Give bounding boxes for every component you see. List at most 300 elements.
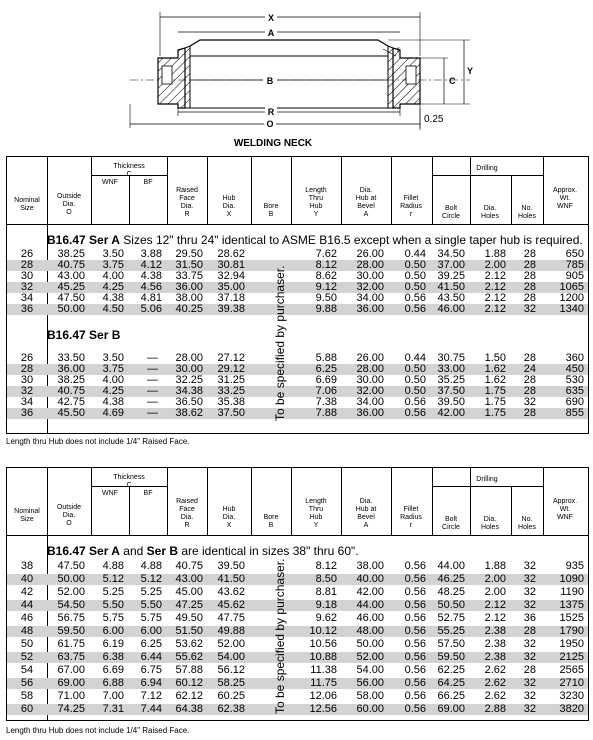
header-bore: Bore B (263, 514, 279, 529)
table-cell: 42.75 (57, 396, 85, 408)
table-cell: 48.25 (437, 586, 465, 598)
table-cell: 1190 (560, 586, 584, 598)
table-row (7, 639, 588, 650)
table-cell: 62.25 (437, 664, 465, 676)
table-cell: 2.12 (484, 612, 506, 624)
table-cell: 49.50 (175, 612, 203, 624)
table-cell: 2.00 (484, 586, 506, 598)
table-cell: 30.75 (437, 352, 465, 364)
table-cell: 6.75 (140, 664, 162, 676)
table-cell: 36.00 (356, 303, 384, 315)
table-series-a-b-38-60 (6, 467, 589, 721)
table-row (7, 561, 588, 572)
table-cell: 8.62 (315, 270, 337, 282)
dim-y: Y (467, 66, 474, 76)
table-cell: 1.62 (484, 374, 506, 386)
header-divider (391, 468, 392, 536)
table-cell: 4.00 (102, 374, 124, 386)
header-divider (470, 157, 471, 225)
table-cell: 690 (565, 396, 584, 408)
table-cell: 8.12 (315, 259, 337, 271)
table-cell: 28.00 (175, 352, 203, 364)
header-group-divider (432, 486, 543, 487)
header-divider (291, 468, 292, 536)
header-drilling: Drilling (476, 165, 498, 172)
table-row (7, 574, 588, 585)
table-cell: 42.00 (356, 586, 384, 598)
table-cell: 58.25 (217, 677, 245, 689)
table-cell: 40.00 (356, 573, 384, 585)
table-cell: 2.00 (484, 573, 506, 585)
table-cell: 0.44 (404, 248, 426, 260)
header-fillet: Fillet Radius r (400, 195, 422, 218)
table-cell: 11.38 (310, 664, 337, 676)
table-cell: — (147, 374, 158, 386)
table-cell: 38.00 (175, 292, 203, 304)
header-divider (341, 468, 342, 536)
dim-r: R (267, 107, 275, 117)
table-cell: 36.50 (175, 396, 203, 408)
table-cell: 0.44 (404, 352, 426, 364)
table-cell: 2.12 (484, 303, 506, 315)
table-cell: 34.38 (175, 385, 203, 397)
section-heading-ser-a-b: B16.47 Ser A and Ser B are identical in sizes 38" thru 60". (47, 544, 359, 558)
header-hub: Hub Dia. X (222, 195, 236, 218)
table-cell: 30 (20, 374, 34, 386)
table-cell: 34.00 (356, 292, 384, 304)
table-cell: 43.00 (57, 270, 85, 282)
table-row (7, 408, 588, 419)
header-no: No. Holes (518, 205, 536, 220)
table-cell: 10.12 (309, 625, 337, 637)
table-cell: 29.12 (217, 363, 245, 375)
table-cell: 57.50 (437, 638, 465, 650)
table-row (7, 678, 588, 689)
table-cell: 36.00 (57, 363, 85, 375)
table-cell: 32 (523, 599, 536, 611)
table-cell: 1375 (559, 599, 584, 611)
table-cell: 0.56 (404, 612, 426, 624)
table-cell: 28 (523, 352, 536, 364)
table-cell: 50 (20, 638, 34, 650)
header-divider (129, 175, 130, 225)
table-cell: 38.25 (57, 248, 85, 260)
table-cell: 1.75 (484, 407, 506, 419)
table-cell: 52.00 (356, 651, 384, 663)
table-cell: 6.94 (140, 677, 162, 689)
table-cell: 52.00 (217, 638, 245, 650)
header-wt: Approx. Wt. WNF (552, 187, 578, 210)
table-cell: 1.88 (484, 248, 506, 260)
header-bf: BF (143, 179, 153, 186)
table-cell: 39.25 (437, 270, 465, 282)
table-cell: 1.88 (484, 560, 506, 572)
table-cell: 12.06 (309, 690, 337, 702)
table-cell: 0.56 (404, 651, 426, 663)
table-cell: 44.00 (437, 560, 465, 572)
table-cell: 5.50 (102, 599, 124, 611)
table-cell: 32.25 (175, 374, 203, 386)
table-cell: 0.56 (404, 625, 426, 637)
dim-o: O (266, 119, 274, 129)
table-cell: 0.56 (404, 303, 426, 315)
table-cell: 0.56 (404, 703, 426, 715)
table-cell: 28 (523, 270, 536, 282)
table-cell: 36 (20, 303, 34, 315)
table-cell: 26.00 (356, 248, 384, 260)
table-cell: 2.12 (484, 292, 506, 304)
table-cell: 32 (523, 651, 536, 663)
table-cell: 47.50 (57, 560, 85, 572)
header-bolt: Bolt Circle (442, 205, 460, 220)
table-cell: 0.56 (404, 599, 426, 611)
table-cell: 51.50 (175, 625, 203, 637)
table-cell: 4.38 (102, 292, 124, 304)
table-cell: 42.00 (437, 407, 465, 419)
table-cell: 34 (20, 396, 34, 408)
header-bevel: Dia. Hub at Bevel A (355, 187, 377, 218)
table-cell: 0.56 (404, 690, 426, 702)
header-bevel: Dia. Hub at Bevel A (355, 498, 377, 529)
table-cell: 7.38 (315, 396, 337, 408)
header-divider (47, 468, 48, 536)
table-cell: 6.88 (102, 677, 124, 689)
table-cell: 0.56 (404, 407, 426, 419)
header-drilling: Drilling (476, 476, 498, 483)
header-divider (543, 157, 544, 225)
table-cell: 0.50 (404, 363, 426, 375)
table-cell: 2.12 (484, 281, 506, 293)
table-cell: 2.62 (484, 664, 506, 676)
table-cell: 2.12 (484, 599, 506, 611)
header-fillet: Fillet Radius r (400, 506, 422, 529)
bore-specified-by-purchaser: To be specified by purchaser. (273, 265, 287, 421)
table-cell: 59.50 (437, 651, 465, 663)
header-length: Length Thru Hub Y (305, 498, 327, 529)
table-cell: 39.38 (217, 303, 245, 315)
header-divider (341, 157, 342, 225)
table-cell: 2.38 (484, 625, 506, 637)
header-divider (207, 468, 208, 536)
table-row (7, 626, 588, 637)
header-thickness: Thickness C (113, 163, 145, 178)
table-cell: 29.50 (175, 248, 203, 260)
dim-a: A (267, 28, 275, 38)
table-cell: 38 (20, 560, 34, 572)
header-bf: BF (143, 490, 153, 497)
dim-b: B (266, 76, 274, 86)
table-cell: 67.00 (57, 664, 85, 676)
table-cell: — (147, 396, 158, 408)
table-cell: 2.38 (484, 638, 506, 650)
table-cell: 46.00 (437, 303, 465, 315)
table-cell: 50.00 (356, 638, 384, 650)
table-cell: 45.00 (175, 586, 203, 598)
header-divider (511, 175, 512, 225)
table-cell: 47.75 (217, 612, 245, 624)
table-cell: 0.56 (404, 396, 426, 408)
table-cell: 8.50 (315, 573, 337, 585)
table-cell: 62.38 (217, 703, 245, 715)
table-cell: 32.00 (356, 385, 384, 397)
section-heading-ser-b: B16.47 Ser B (47, 328, 121, 342)
table-cell: 3.50 (102, 352, 124, 364)
table-cell: 28 (523, 664, 536, 676)
table-cell: 4.81 (140, 292, 162, 304)
table-cell: 450 (565, 363, 584, 375)
table-cell: 2.38 (484, 651, 506, 663)
welding-neck-drawing (0, 0, 593, 152)
table-cell: 60.12 (175, 677, 203, 689)
table-cell: 41.50 (437, 281, 465, 293)
table-cell: 28 (523, 407, 536, 419)
header-divider (432, 468, 433, 536)
header-divider (129, 486, 130, 536)
table-cell: 2.12 (484, 270, 506, 282)
header-holes: Dia. Holes (481, 516, 499, 531)
table-cell: 1090 (559, 573, 584, 585)
header-divider (251, 157, 252, 225)
table-cell: 37.18 (217, 292, 245, 304)
table-cell: 60.00 (356, 703, 384, 715)
table-cell: 49.88 (217, 625, 245, 637)
table-cell: 52.00 (57, 586, 85, 598)
header-divider (291, 157, 292, 225)
table-cell: 34 (20, 292, 34, 304)
table-cell: 3820 (559, 703, 584, 715)
table-cell: 0.56 (404, 586, 426, 598)
table-cell: 32 (523, 690, 536, 702)
table-cell: 32 (523, 303, 536, 315)
dim-x: X (267, 13, 275, 23)
table-cell: 3230 (559, 690, 584, 702)
table-cell: 48 (20, 625, 34, 637)
table-cell: 5.75 (102, 612, 124, 624)
table-cell: 855 (565, 407, 584, 419)
table-cell: 10.88 (309, 651, 337, 663)
table-cell: 38.25 (57, 374, 85, 386)
table-cell: 9.50 (315, 292, 337, 304)
table-cell: 32.94 (217, 270, 245, 282)
table-cell: 5.50 (140, 599, 162, 611)
table-cell: 6.69 (102, 664, 124, 676)
table-cell: 5.25 (102, 586, 124, 598)
table-cell: 54.00 (217, 651, 245, 663)
table-cell: 47.50 (57, 292, 85, 304)
table-cell: 785 (565, 259, 584, 271)
header-hub: Hub Dia. X (222, 506, 236, 529)
table-cell: 50.50 (437, 599, 465, 611)
header-divider (511, 486, 512, 536)
table-cell: 41.50 (217, 573, 245, 585)
table-header (7, 157, 588, 225)
table-cell: 28 (523, 248, 536, 260)
header-divider (167, 468, 168, 536)
table-cell: 1340 (559, 303, 584, 315)
table-row (7, 304, 588, 315)
table-cell: 5.75 (140, 612, 162, 624)
table-cell: 39.50 (217, 560, 245, 572)
table-cell: — (147, 363, 158, 375)
header-length: Length Thru Hub Y (305, 187, 327, 218)
table-cell: 28 (523, 385, 536, 397)
table-series-a-b-26-36 (6, 156, 589, 434)
table-cell: 71.00 (57, 690, 85, 702)
table-cell: 44 (20, 599, 34, 611)
table-cell: 4.69 (102, 407, 124, 419)
table-cell: 45.25 (57, 281, 85, 293)
table-cell: 6.00 (140, 625, 162, 637)
table-cell: 5.88 (315, 352, 337, 364)
table-cell: 2.62 (484, 690, 506, 702)
table-cell: 32 (20, 281, 34, 293)
table-cell: 4.38 (102, 396, 124, 408)
header-bolt: Bolt Circle (442, 516, 460, 531)
table-cell: 40.75 (175, 560, 203, 572)
table-cell: 56.75 (57, 612, 85, 624)
table-body (7, 536, 588, 720)
table-cell: 56.00 (356, 677, 384, 689)
table-cell: 63.75 (57, 651, 85, 663)
header-wt: Approx. Wt. WNF (552, 498, 578, 521)
table-cell: 66.25 (437, 690, 465, 702)
header-bore: Bore B (263, 203, 279, 218)
dim-fillet: r (397, 45, 400, 54)
table-cell: 0.56 (404, 664, 426, 676)
table-cell: 0.50 (404, 281, 426, 293)
table-cell: 30.81 (217, 259, 245, 271)
table-cell: 28 (523, 281, 536, 293)
table-cell: 24 (523, 363, 536, 375)
table-cell: 30.00 (175, 363, 203, 375)
table-cell: 3.75 (102, 259, 124, 271)
table-cell: 28 (523, 292, 536, 304)
header-nominal: Nominal Size (14, 508, 40, 523)
table-cell: 650 (565, 248, 584, 260)
table-cell: 34.50 (437, 248, 465, 260)
table-cell: 54.00 (356, 664, 384, 676)
table-cell: 4.38 (140, 270, 162, 282)
table-cell: 6.44 (140, 651, 162, 663)
table-cell: 6.19 (102, 638, 124, 650)
table-cell: 1.75 (484, 385, 506, 397)
table-cell: 935 (565, 560, 584, 572)
bore-specified-by-purchaser: To be specified by purchaser. (273, 558, 287, 714)
table-cell: 47.25 (175, 599, 203, 611)
table-cell: 37.50 (437, 385, 465, 397)
header-thickness: Thickness C (113, 474, 145, 489)
table-cell: 60 (20, 703, 34, 715)
table-cell: 30.00 (356, 270, 384, 282)
table-cell: 7.00 (102, 690, 124, 702)
table-cell: 0.56 (404, 292, 426, 304)
header-divider (91, 468, 92, 536)
table-cell: 59.50 (57, 625, 85, 637)
table-cell: 1200 (559, 292, 584, 304)
dim-c: C (449, 76, 456, 86)
table-cell: 4.88 (102, 560, 124, 572)
table-cell: 55.25 (437, 625, 465, 637)
table-cell: 26.00 (356, 352, 384, 364)
table-cell: 905 (565, 270, 584, 282)
table-cell: 4.12 (140, 259, 162, 271)
table-cell: 34.00 (356, 396, 384, 408)
table-cell: 1525 (559, 612, 584, 624)
table-cell: 33.75 (175, 270, 203, 282)
header-outside: Outside Dia. O (56, 504, 82, 527)
table-cell: 64.38 (175, 703, 203, 715)
table-cell: 10.56 (309, 638, 337, 650)
table-cell: 37.00 (437, 259, 465, 271)
header-no: No. Holes (518, 516, 536, 531)
table-cell: 32 (20, 385, 34, 397)
table-cell: 7.06 (315, 385, 337, 397)
table-cell: 12.56 (309, 703, 337, 715)
table-row (7, 704, 588, 715)
table-cell: 52 (20, 651, 34, 663)
table-cell: 3.50 (102, 248, 124, 260)
table-cell: 38.62 (175, 407, 203, 419)
table-cell: 2125 (559, 651, 584, 663)
table-cell: 2565 (559, 664, 584, 676)
note-length-thru-hub-2: Length thru Hub does not include 1/4" Raised Face. (6, 726, 190, 735)
table-cell: 69.00 (437, 703, 465, 715)
header-divider (167, 157, 168, 225)
table-cell: 5.25 (140, 586, 162, 598)
header-holes: Dia. Holes (481, 205, 499, 220)
table-cell: 8.81 (315, 586, 337, 598)
header-group-divider (432, 175, 543, 176)
table-cell: 4.00 (102, 270, 124, 282)
table-cell: 28.00 (356, 259, 384, 271)
table-cell: 39.50 (437, 396, 465, 408)
table-cell: 6.38 (102, 651, 124, 663)
table-header (7, 468, 588, 536)
table-cell: 36 (20, 407, 34, 419)
table-cell: 2710 (559, 677, 584, 689)
header-divider (543, 468, 544, 536)
table-cell: 32 (523, 586, 536, 598)
table-row (7, 652, 588, 663)
drawing-caption: WELDING NECK (233, 138, 313, 149)
table-cell: 530 (565, 374, 584, 386)
table-cell: 32 (523, 677, 536, 689)
table-cell: 36 (523, 612, 536, 624)
table-cell: 62.12 (175, 690, 203, 702)
table-cell: 35.00 (217, 281, 245, 293)
table-cell: 46.00 (356, 612, 384, 624)
table-cell: 69.00 (57, 677, 85, 689)
table-cell: 30 (20, 270, 34, 282)
table-cell: 40.75 (57, 259, 85, 271)
table-cell: 61.75 (57, 638, 85, 650)
table-cell: 74.25 (57, 703, 85, 715)
table-cell: 44.00 (356, 599, 384, 611)
table-cell: 26 (20, 352, 34, 364)
table-cell: 32 (523, 703, 536, 715)
table-cell: 58.00 (356, 690, 384, 702)
table-cell: 32.00 (356, 281, 384, 293)
table-cell: 9.12 (315, 281, 337, 293)
dim-raised-face: 0.25 (424, 114, 444, 125)
table-cell: 0.50 (404, 385, 426, 397)
table-cell: 50.00 (57, 573, 85, 585)
table-cell: 32 (523, 396, 536, 408)
table-cell: 28 (523, 625, 536, 637)
table-cell: 56 (20, 677, 34, 689)
header-divider (251, 468, 252, 536)
table-cell: 27.12 (217, 352, 245, 364)
